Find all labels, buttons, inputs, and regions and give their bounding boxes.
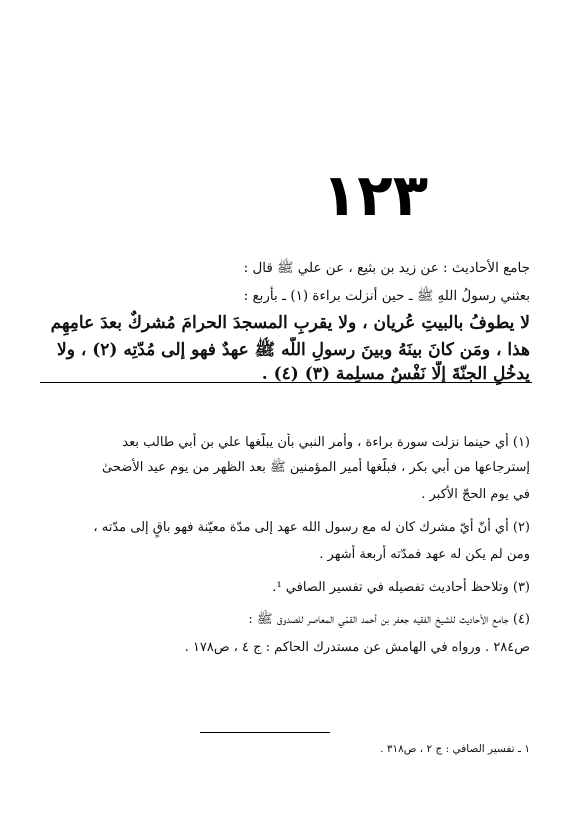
margin-note: ١ ـ تفسير الصافي : ج ٢ ، ص٣١٨ . xyxy=(380,743,530,755)
footnote-3: (٣) وتلاحظ أحاديث تفصيله في تفسير الصافي ¹. xyxy=(272,580,530,595)
footnote-1-line-3: في يوم الحجّ الأكبر . xyxy=(421,487,530,502)
footnote-2-line-2: ومن لم يكن له عهد فمدّته أربعة أشهر . xyxy=(319,547,530,562)
hadith-line-3: يدخُلِ الجنّةَ إلّا نَفْسٌ مسلِمة (٣) (٤) . xyxy=(261,364,530,384)
footnote-1-line-2: إسترجاعها من أبي بكر ، فبلّغها أمير المؤمنين ﷺ بعد الظهر من يوم عيد الأضحىٰ xyxy=(102,460,530,475)
intro-line-1: جامع الأحاديث : عن زيد بن بثيع ، عن علي ﷺ قال : xyxy=(243,260,530,276)
footnote-1-line-1: (١) أي حينما نزلت سورة براءة ، وأمر النبي بأن يبلّغها علي بن أبي طالب بعد xyxy=(122,435,530,450)
footnote-4-line-2: ص٢٨٤ . ورواه في الهامش عن مستدرك الحاكم : ج ٤ ، ص١٧٨ . xyxy=(184,640,530,655)
hadith-line-1: لا يطوفُ بالبيتِ عُريان ، ولا يقربِ المسجدَ الحرامَ مُشركٌ بعدَ عامِهِم xyxy=(50,313,530,333)
separator-rule xyxy=(40,382,532,383)
intro-line-2: بعثني رسولُ اللهِ ﷺ ـ حين أُنزلت براءة (١) ـ بأربع : xyxy=(243,288,530,304)
hadith-line-2: هذا ، ومَن كانَ بينَهُ وبينَ رسولِ اللّه ﷺ عهدٌ فهو إلى مُدّتِه (٢) ، ولا xyxy=(57,340,530,360)
margin-note-rule xyxy=(200,732,330,733)
chapter-number: ١٢٣ xyxy=(321,161,429,229)
footnote-2-line-1: (٢) أي أنّ أيّ مشرك كان له مع رسول الله عهد إلى مدّة معيّنة فهو باقٍ إلى مدّته ، xyxy=(93,520,530,535)
footnote-4-line-1: (٤) جامع الأحاديث للشيخ الفقيه جعفر بن أحمد القمّي المعاصر للصدوق ﷺ : xyxy=(248,612,530,627)
